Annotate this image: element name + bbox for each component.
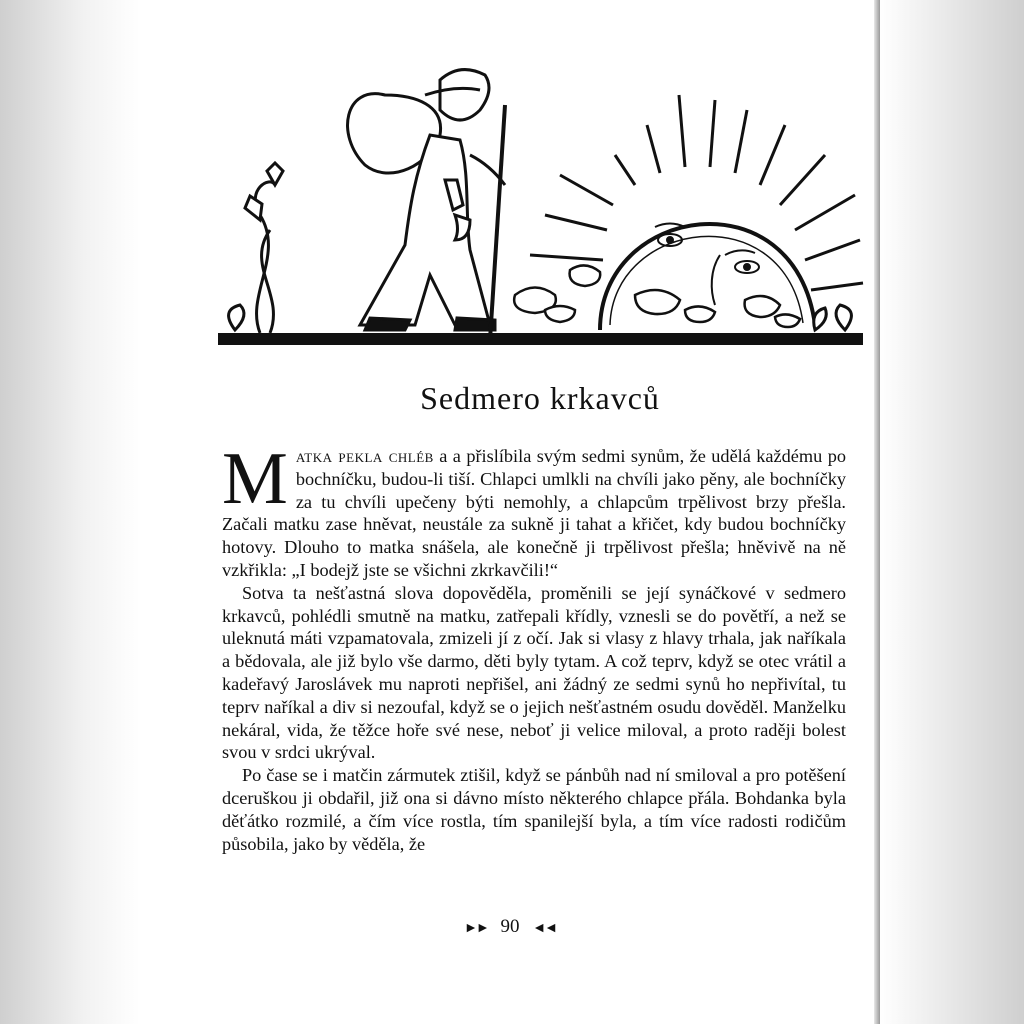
background-left [0, 0, 140, 1024]
story-text [222, 438, 846, 855]
woodcut-illustration [215, 55, 865, 355]
paragraph-1 [222, 438, 846, 582]
paragraph-2: Sotva ta nešťastná slova dopověděla, proměnili se její synáčkové v sedmero krkavců, pohlédli smutně na matku, zatřepali křídly, vznesli se do povětří, a než se uleknutá máti vzpamatovala, zmizeli jí z očí. Jak si vlasy z hlavy trhala, jak naříkala a bědovala, ale již bylo vše darmo, děti byly tytam. A což teprv, když se otec vrátil a kadeřavý Jaroslávek mu naproti nepřišel, ani žádný ze sedmi synů ho nepřivítal, tu teprv naříkal a div si nezoufal, když se o jejich nešťastném osudu dověděl. Manželku nekáral, vida, že těžce hoře své nese, neboť ji velice miloval, a proto raději bolest svou v srdci ukrýval. [222, 582, 846, 763]
background-right [879, 0, 1024, 1024]
chapter-title: Sedmero krkavců [420, 380, 660, 416]
opening-small-caps: atka pekla chléb [295, 446, 434, 466]
page-footer [140, 916, 880, 938]
drop-cap: M [222, 438, 288, 520]
page-number: 90 [500, 916, 520, 937]
page-edge-shadow [874, 0, 880, 1024]
footer-arrows-left: ►► [464, 921, 488, 936]
footer-arrows-right: ◄◄ [532, 921, 556, 936]
paragraph-3: Po čase se i matčin zármutek ztišil, když se pánbůh nad ní smiloval a pro potěšení dceruškou ji obdařil, již ona si dávno místo některého chlapce přála. Bohdanka byla děťátko rozmilé, a čím více rostla, tím spanilejší byla, a tím více radosti rodičům působila, jako by věděla, že [222, 765, 846, 854]
paragraph-1-text: a a přislíbila svým sedmi synům, že udělá každému po bochníčku, budou-li tiší. Chlapci umlkli na chvíli jako pěny, ale bochníčky za tu chvíli upečeny býti nemohly, a chlapcům trpělivost brzy přešla. Začali matku zase hněvat, neustále za sukně ji tahat a křičet, kdy budou bochníčky hotovy. Dlouho to matka snášela, ale konečně ji trpělivost přešla; hněvivě na ně vzkřikla: „I bodejž jste se všichni zkrkavčili!“ [222, 446, 846, 580]
book-page [140, 0, 880, 1024]
